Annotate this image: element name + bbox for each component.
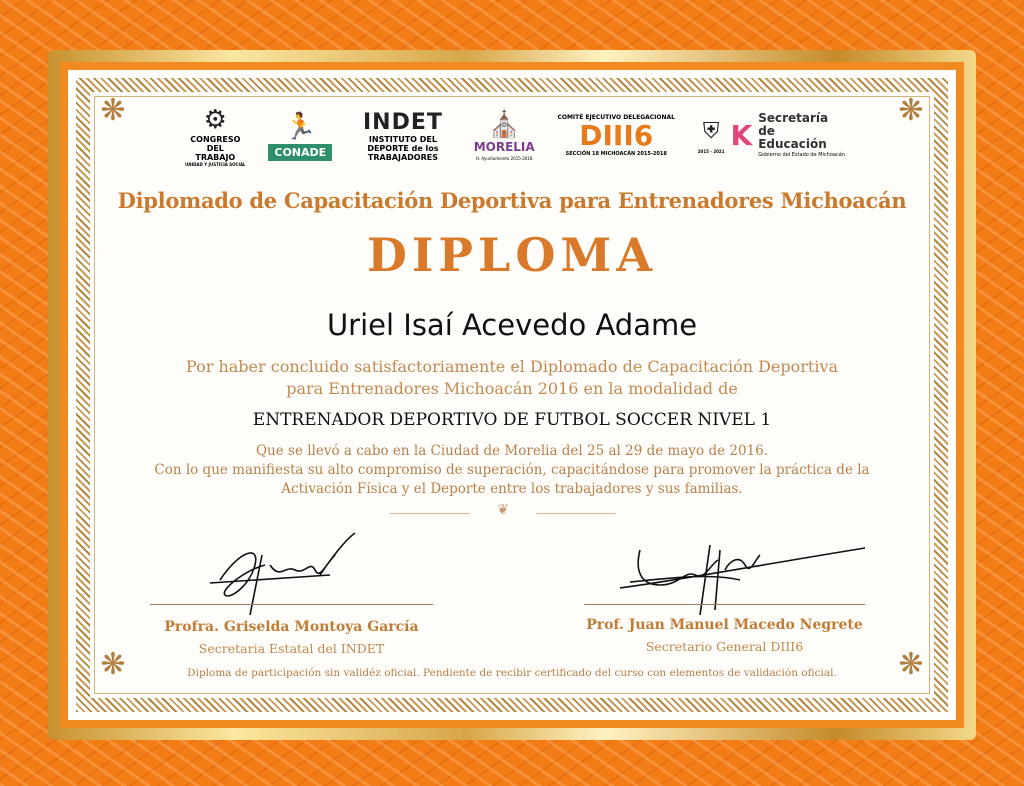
congreso-del-trabajo-logo: ⚙ CONGRESO DEL TRABAJO UNIDAD Y JUSTICIA SOCIAL xyxy=(185,105,246,167)
signature-2 xyxy=(600,540,870,620)
divider-ornament xyxy=(390,502,616,518)
cathedral-icon: ⛪ xyxy=(488,109,521,140)
k-mark-icon: K xyxy=(730,119,753,152)
recipient-name: Uriel Isaí Acevedo Adame xyxy=(326,308,698,342)
corner-ornament-icon: ❋ xyxy=(100,93,126,128)
gear-icon: ⚙ xyxy=(203,105,227,135)
diploma-heading: DIPLOMA xyxy=(366,228,658,282)
morelia-logo: ⛪ MORELIA H. Ayuntamiento 2015-2018 xyxy=(473,109,535,161)
modality: ENTRENADOR DEPORTIVO DE FUTBOL SOCCER NIVEL 1 xyxy=(252,410,772,430)
sponsor-logos xyxy=(185,104,845,168)
conade-logo: 🏃 CONADE xyxy=(268,112,332,161)
signer-role: Secretaria Estatal del INDET xyxy=(198,641,385,656)
program-title: Diplomado de Capacitación Deportiva para Entrenadores Michoacán xyxy=(117,188,907,213)
secretaria-educacion-logo: ⛨ 2015 - 2021 K Secretaría de Educación Gobierno del Estado de Michoacán xyxy=(697,111,845,158)
signature-1 xyxy=(200,525,370,620)
indet-logo: INDET INSTITUTO DEL DEPORTE de los TRABAJADORES xyxy=(362,110,443,162)
completion-statement: Por haber concluido satisfactoriamente el Diplomado de Capacitación Deportiva para Entrenadores Michoacán 2016 en la modalidad de xyxy=(185,357,839,398)
signer-name: Prof. Juan Manuel Macedo Negrete xyxy=(586,617,863,633)
signature-line xyxy=(584,604,865,605)
event-details: Que se llevó a cabo en la Ciudad de Morelia del 25 al 29 de mayo de 2016. Con lo que manifiesta su alto compromiso de superación, capacitándose para promover la práctica de la Activación Física y el Deporte entre los trabajadores y sus familias. xyxy=(154,443,870,497)
signature-line xyxy=(150,604,433,605)
signer-role: Secretario General DIII6 xyxy=(645,639,804,654)
signer-name: Profra. Griselda Montoya García xyxy=(164,619,419,635)
state-shield-icon: ⛨ xyxy=(702,118,720,144)
runner-icon: 🏃 xyxy=(284,111,317,142)
diii6-logo: COMITÉ EJECUTIVO DELEGACIONAL DIII6 SECCIÓN 18 MICHOACÁN 2015-2018 xyxy=(557,114,675,157)
disclaimer-footnote: Diploma de participación sin validéz oficial. Pendiente de recibir certificado del curso con elementos de validación oficial. xyxy=(187,667,837,679)
corner-ornament-icon: ❋ xyxy=(898,647,924,682)
corner-ornament-icon: ❋ xyxy=(898,93,924,128)
flourish-icon: ❦ xyxy=(497,502,509,518)
corner-ornament-icon: ❋ xyxy=(100,647,126,682)
